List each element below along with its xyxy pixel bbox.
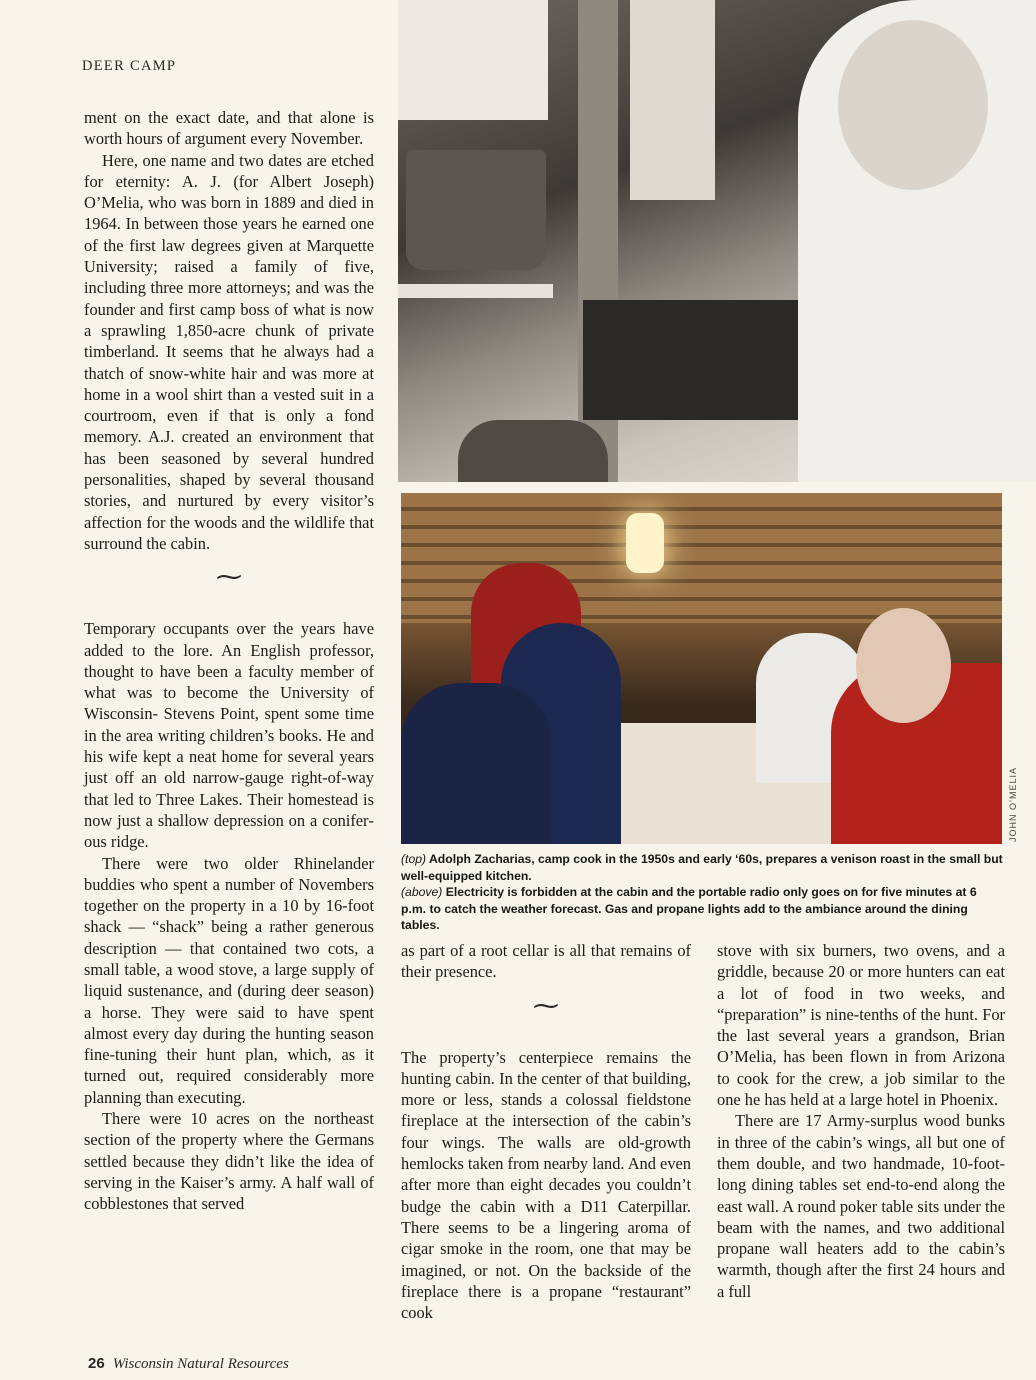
- paragraph: The property’s centerpiece remains the hunting cabin. In the center of that building, more or less, stands a colossal fieldstone fireplace at the intersection of the cabin’s four wings. The walls are old-growth hemlocks taken from nearby land. And even after more than eight decades you couldn’t budge the cabin with a D11 Caterpillar. There seems to be a lingering aroma of cigar smoke in the room, one that may be imagined, or not. On the backside of the fireplace there is a propane “restaurant” cook: [401, 1047, 691, 1323]
- section-break-flourish: ⁓: [216, 562, 242, 592]
- section-break-flourish: ⁓: [533, 990, 559, 1020]
- photo-credit: JOHN O’MELIA: [1008, 766, 1018, 842]
- paragraph: There were two older Rhinelander buddies who spent a number of Novembers together on the property in a 10 by 16-foot shack — “shack” being a rather generous description — that contained two cots, a small table, a wood stove, a large supply of liquid sustenance, and (during deer season) a horse. They were said to have spent almost every day during the hunting season fine-tuning their hunt plan, which, as it turned out, required considerably more planning than executing.: [84, 853, 374, 1107]
- paragraph: stove with six burners, two ovens, and a griddle, because 20 or more hunters can eat a lot of food in two weeks, and “preparation” is nine-tenths of the hunt. For the last several years a grandson, Brian O’Melia, has been flown in from Arizona to cook for the crew, a job similar to the one he has held at a large hotel in Phoenix.: [717, 941, 1005, 1110]
- text-column-2: [401, 940, 691, 1323]
- page-number: 26: [88, 1355, 105, 1372]
- paragraph: ment on the exact date, and that alone is worth hours of argument every November.: [84, 108, 374, 149]
- photo-captions: [401, 851, 1003, 934]
- publication-name: Wisconsin Natural Resources: [112, 1356, 289, 1372]
- caption-top: (top) Adolph Zacharias, camp cook in the 1950s and early ‘60s, prepares a venison roast in the small but well-equipped kitchen.: [401, 852, 1003, 883]
- paragraph: Temporary occupants over the years have added to the lore. An English professor, thought to have been a faculty member of what was to become the University of Wisconsin- Stevens Point, spent some time in the area writing children’s books. He and his wife kept a neat home for several years just off an old narrow-gauge right-of-way that led to Three Lakes. Their homestead is now just a shallow depression on a coniferous ridge.: [84, 619, 374, 852]
- paragraph: There were 10 acres on the northeast section of the property where the Germans settled because they didn’t like the idea of serving in the Kaiser’s army. A half wall of cobblestones that served: [84, 1109, 374, 1214]
- paragraph: There are 17 Army-surplus wood bunks in three of the cabin’s wings, all but one of them double, and two handmade, 10-foot-long dining tables set end-to-end along the east wall. A round poker table sits under the beam with the names, and two additional propane wall heaters add to the cabin’s warmth, though after the first 24 hours and a full: [717, 1111, 1005, 1301]
- page-footer: [88, 1355, 289, 1373]
- text-column-3: [717, 940, 1005, 1302]
- caption-above: (above) Electricity is forbidden at the cabin and the portable radio only goes on for five minutes at 6 p.m. to catch the weather forecast. Gas and propane lights add to the ambiance around the dining tables.: [401, 885, 977, 933]
- photo-camp-cook: [398, 0, 1036, 482]
- text-column-1: [84, 107, 374, 1215]
- paragraph: as part of a root cellar is all that remains of their presence.: [401, 941, 691, 982]
- photo-dining-tables: [401, 493, 1002, 844]
- paragraph: Here, one name and two dates are etched for eternity: A. J. (for Albert Joseph) O’Melia, who was born in 1889 and died in 1964. In between those years he earned one of the first law degrees given at Marquette University; raised a family of five, including three more attorneys; and was the founder and first camp boss of what is now a sprawling 1,850-acre chunk of private timberland. It seems that he always had a thatch of snow-white hair and was more at home in a wool shirt than a vested suit in a courtroom, even if that is only a fond memory. A.J. created an environment that has been seasoned by several hundred personalities, shaped by several thousand stories, and nurtured by every visitor’s affection for the woods and the wildlife that surround the cabin.: [84, 150, 374, 553]
- section-label: DEER CAMP: [82, 58, 177, 74]
